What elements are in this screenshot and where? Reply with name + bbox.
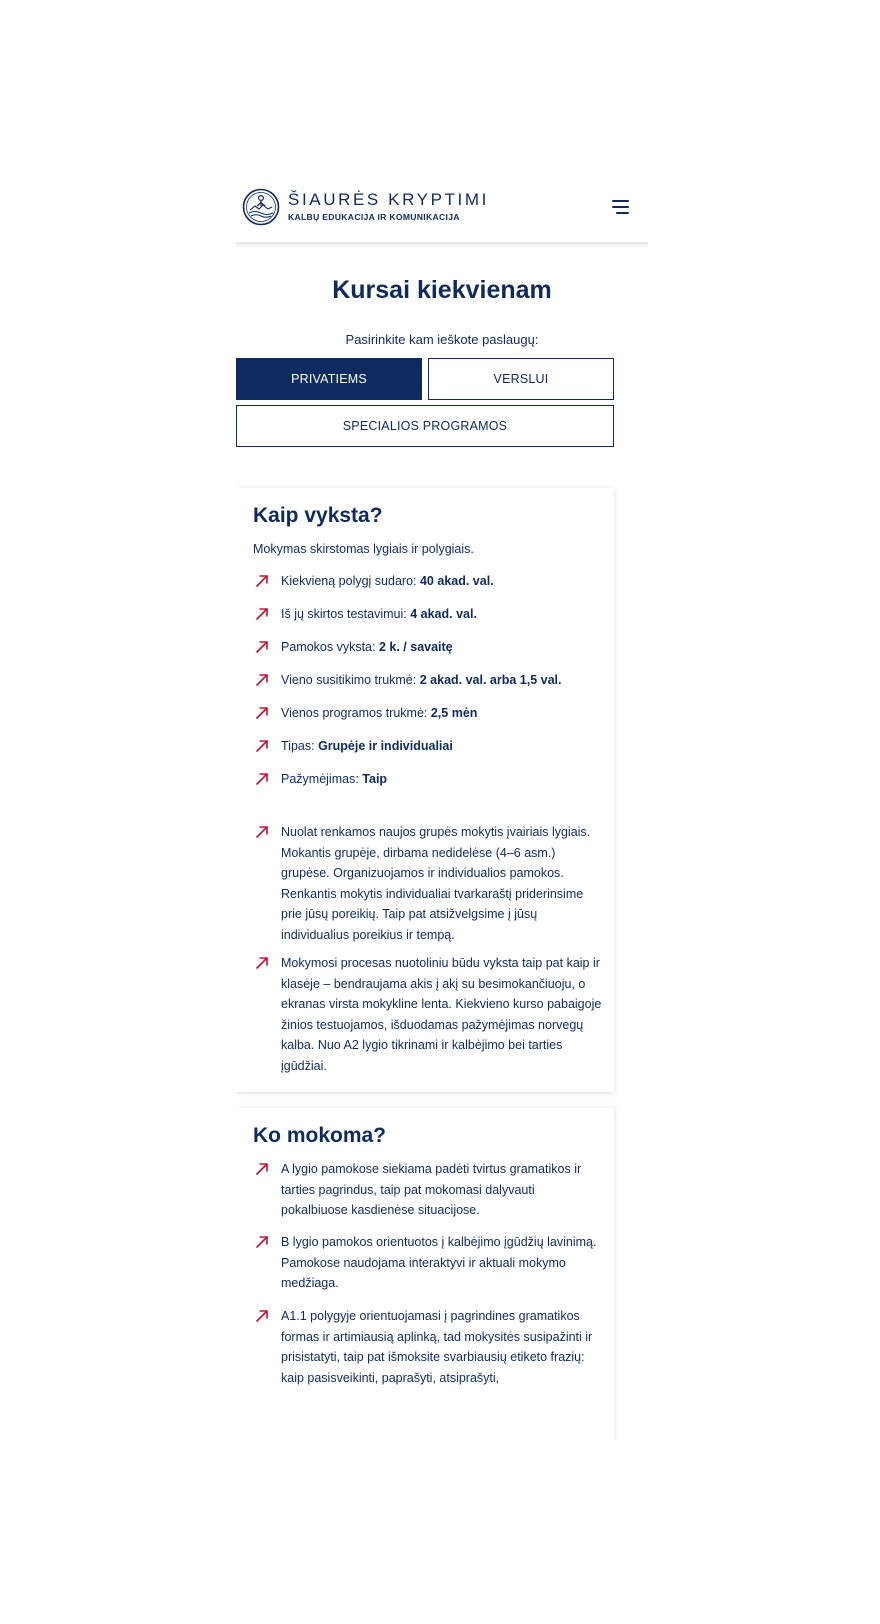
fact-value: 4 akad. val. — [410, 607, 477, 621]
arrow-up-right-icon — [255, 956, 269, 970]
arrow-up-right-icon — [255, 772, 269, 786]
list-item-text: B lygio pamokos orientuotos į kalbėjimo įgūdžių lavinimą. Pamokose naudojama interaktyvi ir aktuali mokymo medžiaga. — [281, 1235, 597, 1290]
how-it-works-card — [236, 488, 614, 1092]
fact-label: Vieno susitikimo trukmė: — [281, 673, 417, 687]
tab-privatiems[interactable]: PRIVATIEMS — [236, 358, 422, 400]
mobile-page — [236, 172, 648, 1440]
arrow-up-right-icon — [255, 1162, 269, 1176]
page-title: Kursai kiekvienam — [332, 276, 552, 304]
paragraph-text: Mokymosi procesas nuotoliniu būdu vyksta taip pat kaip ir klasėje – bendraujama akis į akį su besimokančiuoju, o ekranas virsta mokykline lenta. Kiekvieno kurso pabaigoje žinios testuojamos, išduodamas pažymėjimas norvegų kalba. Nuo A2 lygio tikrinami ir kalbėjimo bei tarties įgūdžiai. — [281, 956, 602, 1073]
brand-name[interactable]: ŠIAURĖS KRYPTIMI — [288, 190, 489, 209]
north-compass-emblem-icon[interactable] — [242, 188, 280, 226]
fact-value: Taip — [362, 772, 388, 786]
fact-label: Vienos programos trukmė: — [281, 706, 428, 720]
list-item-text: A1.1 polygyje orientuojamasi į pagrindines gramatikos formas ir artimiausią aplinką, tad mokysitės susipažinti ir prisistatyti, taip pat išmoksite svarbiausių etiketo frazių: kaip pasisveikinti, paprašyti, atsiprašyti, — [281, 1309, 593, 1385]
arrow-up-right-icon — [255, 739, 269, 753]
fact-value: Grupėje ir individualiai — [318, 739, 453, 753]
arrow-up-right-icon — [255, 825, 269, 839]
list-item-text: A lygio pamokose siekiama padėti tvirtus gramatikos ir tarties pagrindus, taip pat mokomasi dalyvauti pokalbiuose kasdienėse situacijose. — [281, 1162, 582, 1217]
fact-label: Pažymėjimas: — [281, 772, 359, 786]
section-intro: Mokymas skirstomas lygiais ir polygiais. — [253, 542, 474, 556]
arrow-up-right-icon — [255, 1235, 269, 1249]
arrow-up-right-icon — [255, 706, 269, 720]
arrow-up-right-icon — [255, 607, 269, 621]
fact-label: Pamokos vyksta: — [281, 640, 376, 654]
site-header — [236, 172, 648, 242]
paragraph-text: Nuolat renkamos naujos grupės mokytis įvairiais lygiais. Mokantis grupėje, dirbama nedidelėse (4–6 asm.) grupėse. Organizuojamos ir individualios pamokos. Renkantis mokytis individualiai tvarkaraštį priderinsime prie jūsų poreikių. Taip pat atsižvelgsime į jūsų individualius poreikius ir tempą. — [281, 825, 591, 942]
fact-value: 40 akad. val. — [419, 574, 494, 588]
arrow-up-right-icon — [255, 673, 269, 687]
fact-label: Iš jų skirtos testavimui: — [281, 607, 407, 621]
fact-label: Tipas: — [281, 739, 315, 753]
tab-verslui[interactable]: VERSLUI — [428, 358, 614, 400]
fact-value: 2,5 mėn — [430, 706, 478, 720]
fact-value: 2 k. / savaitę — [378, 640, 453, 654]
tab-specialios-programos[interactable]: SPECIALIOS PROGRAMOS — [236, 405, 614, 447]
brand-tagline: KALBŲ EDUKACIJA IR KOMUNIKACIJA — [288, 212, 460, 222]
page-subtitle: Pasirinkite kam ieškote paslaugų: — [345, 332, 539, 347]
what-is-taught-card — [236, 1108, 614, 1440]
hamburger-menu-icon[interactable] — [612, 199, 632, 215]
fact-label: Kiekvieną polygį sudaro: — [281, 574, 417, 588]
section-title: Ko mokoma? — [253, 1124, 387, 1147]
fact-value: 2 akad. val. arba 1,5 val. — [419, 673, 562, 687]
arrow-up-right-icon — [255, 574, 269, 588]
arrow-up-right-icon — [255, 640, 269, 654]
section-title: Kaip vyksta? — [253, 504, 383, 527]
arrow-up-right-icon — [255, 1309, 269, 1323]
